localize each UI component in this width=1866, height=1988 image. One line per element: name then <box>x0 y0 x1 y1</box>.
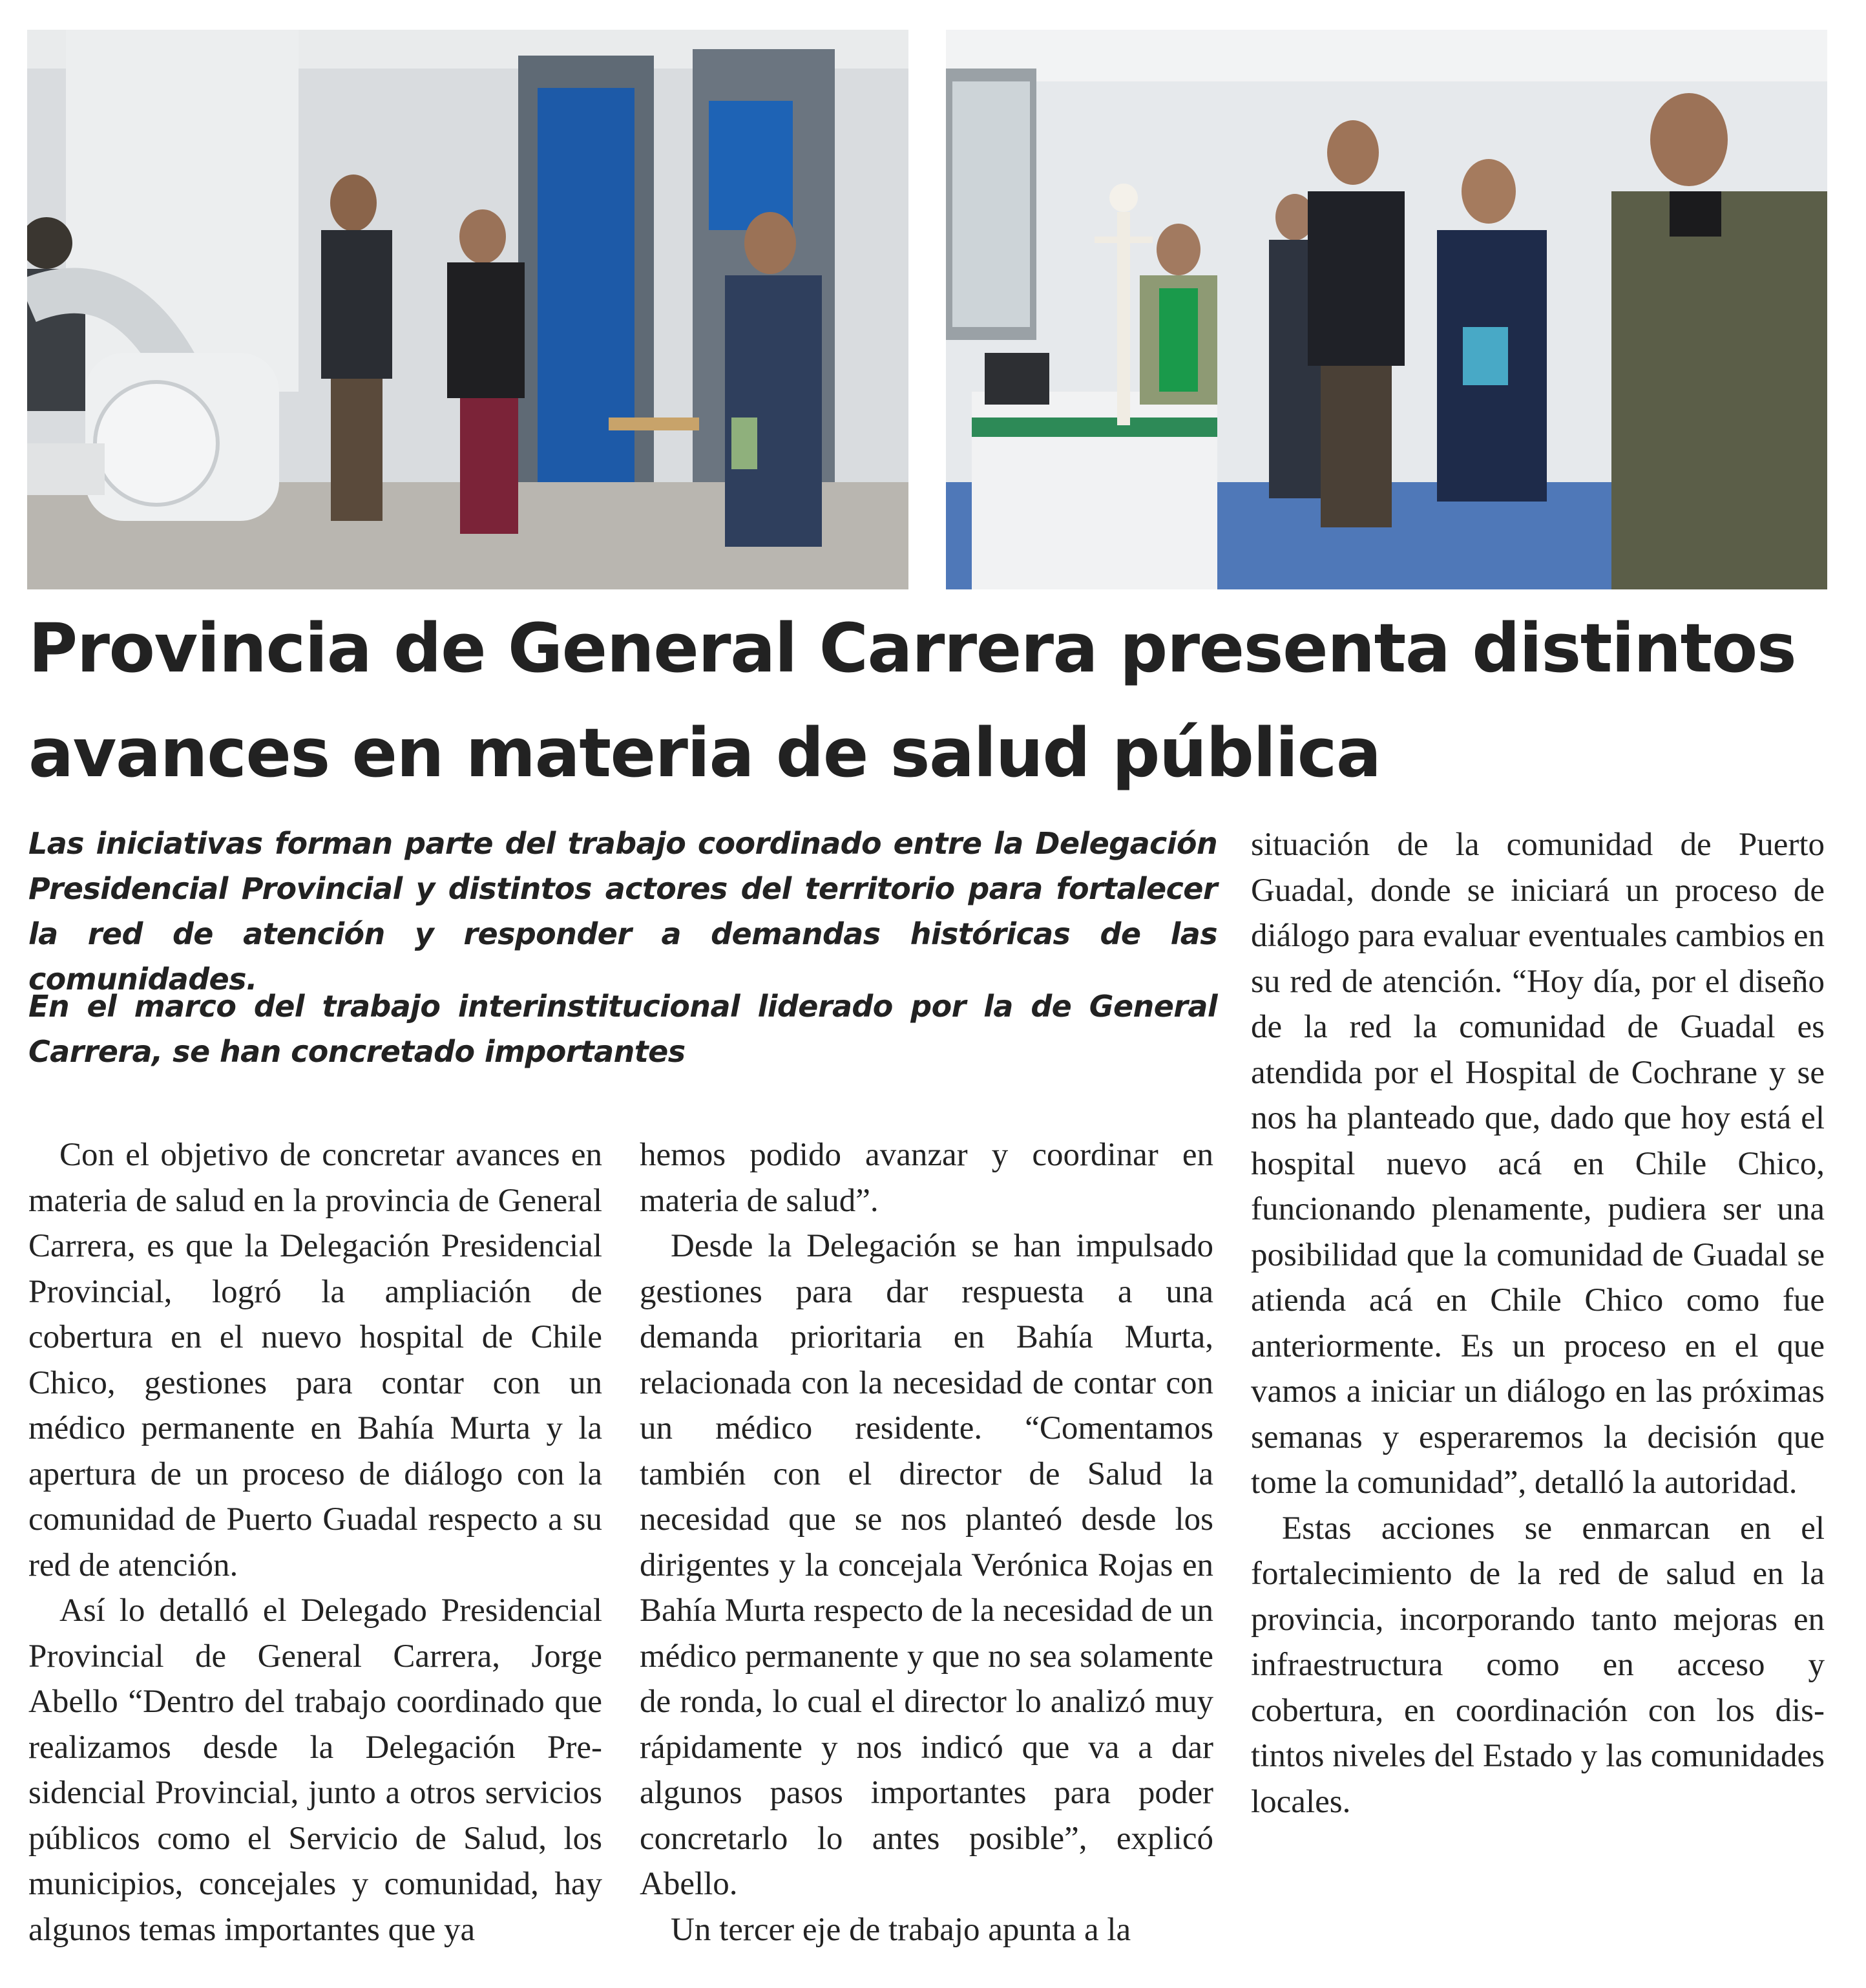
body-paragraph: hemos podido avanzar y coordinar en materia de salud”. <box>640 1137 1213 1219</box>
hospital-xray-room-photo <box>27 30 908 589</box>
article-deck: Las iniciativas forman parte del trabajo coordinado entre la Delegación Presidencial Provincial y distintos actores del territorio para fortalecer la red de atención y responder a demandas históricas de las comunidades. <box>28 826 1217 997</box>
body-column-1 <box>28 1132 602 1952</box>
hospital-visit-group-photo <box>946 30 1827 589</box>
body-column-3 <box>1251 822 1825 1824</box>
body-column-2 <box>640 1132 1213 1952</box>
article-headline: Provincia de General Carrera presenta distintos avances en materia de salud pública <box>28 609 1796 792</box>
body-paragraph: Estas acciones se enmarcan en el fortalecimiento de la red de salud en la provincia, incorporando tanto mejoras en infraestructura como en acceso y cobertura, en coordinación con los distintos niveles del Estado y las comunidades locales. <box>1251 1510 1825 1820</box>
body-paragraph: Desde la Delegación se han impulsado gestiones para dar respuesta a una demanda prioritaria en Bahía Murta, relacionada con la necesidad de contar con un médico residente. “Comentamos también con el director de Salud la necesidad que se nos planteó desde los dirigentes y la concejala Verónica Rojas en Bahía Murta respecto de la necesidad de un médico permanente y que no sea solamente de ronda, lo cual el director lo analizó muy rápidamente y nos indicó que va a dar algunos pasos importantes para poder concretarlo lo antes posible”, explicó Abello. <box>640 1228 1213 1902</box>
body-paragraph: Así lo detalló el Delegado Presidencial Provincial de General Carrera, Jorge Abello “Dentro del trabajo coordinado que realizamos desde la Delegación Presidencial Provincial, junto a otros servicios públicos como el Servicio de Salud, los municipios, concejales y comunidad, hay algunos temas importantes que ya <box>28 1592 602 1948</box>
body-paragraph: situación de la comunidad de Puerto Guadal, donde se iniciará un proceso de diálogo para evaluar eventuales cambios en su red de atención. “Hoy día, por el diseño de la red la comunidad de Guadal es atendida por el Hospital de Cochrane y se nos ha planteado que, dado que hoy está el hospital nuevo acá en Chile Chico, funcionando plenamente, pudiera ser una posibilidad que la comunidad de Guadal se atienda acá en Chile Chico como fue anteriormente. Es un proceso en el que vamos a iniciar un diálogo en las próximas semanas y esperaremos la decisión que tome la comunidad”, detalló la autoridad. <box>1251 827 1825 1501</box>
photo-illustration <box>27 30 908 589</box>
body-paragraph: Con el objetivo de concretar avances en materia de salud en la provincia de General Carrera, es que la Delegación Presidencial Provincial, logró la ampliación de cobertura en el nuevo hospital de Chile Chico, gestiones para contar con un médico permanente en Bahía Murta y la apertura de un proceso de diálogo con la comunidad de Puerto Guadal respecto a su red de atención. <box>28 1137 602 1583</box>
body-paragraph: Un tercer eje de trabajo apunta a la <box>671 1911 1131 1948</box>
article-subdeck: En el marco del trabajo interinstitucional liderado por la de General Carrera, se han concretado importantes <box>28 989 1217 1069</box>
photo-illustration <box>946 30 1827 589</box>
